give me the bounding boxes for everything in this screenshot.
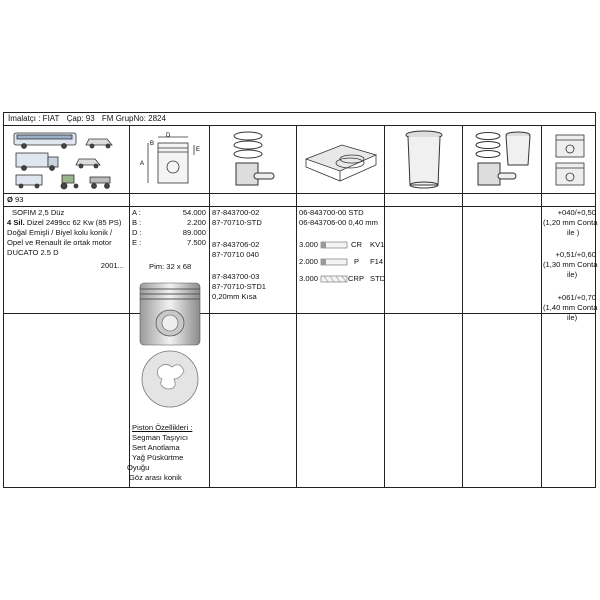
piston-code: 87-843700-03 bbox=[212, 272, 260, 281]
dimension-label: B : bbox=[132, 218, 142, 227]
vehicle-model: DUCATO 2.5 D bbox=[7, 248, 59, 257]
piston-code: 87-843700-02 bbox=[212, 208, 260, 217]
piston-feature-item: Oyuğu bbox=[127, 463, 150, 472]
piston-side-photo-icon bbox=[136, 279, 204, 349]
oversize-note: ile ) bbox=[567, 228, 580, 237]
diagram-label-a: A bbox=[140, 161, 145, 167]
ring-type: P bbox=[354, 257, 360, 266]
diagram-label-e: E bbox=[196, 147, 201, 153]
diagram-label-b: B bbox=[150, 141, 155, 147]
oversize-range: +061/+0,70 bbox=[557, 293, 596, 302]
oil-ring-icon bbox=[320, 275, 348, 283]
oversize-range: +040/+0,50 bbox=[557, 208, 596, 217]
bore-value: 93 bbox=[15, 195, 24, 204]
dimension-value: 89.000 bbox=[182, 228, 206, 237]
manufacturer-label: İmalatçı : FIAT bbox=[8, 114, 60, 123]
piston-code: 87-70710-STD1 bbox=[212, 282, 267, 291]
catalog-header bbox=[4, 113, 595, 126]
dimensions-list bbox=[132, 208, 206, 248]
dimension-value: 54.000 bbox=[182, 208, 206, 217]
model-year: 2001... bbox=[100, 261, 124, 270]
dimension-value: 2.200 bbox=[186, 218, 206, 227]
dimension-label: D : bbox=[132, 228, 142, 237]
compression-ring-icon bbox=[320, 241, 348, 249]
piston-crown-photo-icon bbox=[138, 349, 202, 411]
engine-aspiration: Doğal Emişli / Biyel kolu konik / bbox=[7, 228, 113, 237]
dimension-label: A : bbox=[132, 208, 141, 217]
piston-code: 87-843706-02 bbox=[212, 240, 260, 249]
ring-width: 2.000 bbox=[299, 257, 319, 266]
bore-symbol: Ø bbox=[7, 195, 13, 204]
dimension-row bbox=[132, 228, 206, 238]
oversize-note: ile) bbox=[567, 313, 578, 322]
engine-shared-note: Opel ve Renault ile ortak motor bbox=[7, 238, 112, 247]
ring-finish-code: STD bbox=[370, 274, 386, 283]
ring-code: 06-843706-00 0,40 mm bbox=[299, 218, 378, 227]
ring-width: 3.000 bbox=[299, 240, 319, 249]
piston-dimension-diagram-icon bbox=[136, 133, 206, 189]
oversize-note: (1,30 mm Conta bbox=[543, 260, 598, 269]
cylinder-liner-icon bbox=[402, 129, 446, 191]
bore-label: Çap: 93 bbox=[66, 114, 95, 123]
piston-feature-item: Sert Anotlama bbox=[132, 443, 180, 452]
piston-feature-item: Göz arası konik bbox=[129, 473, 182, 482]
ring-set-box-icon bbox=[302, 137, 380, 187]
piston-note: 0,20mm Kısa bbox=[212, 292, 257, 301]
piston-feature-item: Segman Taşıyıcı bbox=[132, 433, 188, 442]
pin-size: Pim: 32 x 68 bbox=[149, 262, 192, 271]
ring-width: 3.000 bbox=[299, 274, 319, 283]
oversize-range: +0,51/+0,60 bbox=[555, 250, 596, 259]
engine-detail: Dizel 2499cc 62 Kw (85 PS) bbox=[26, 218, 122, 227]
dimension-label: E : bbox=[132, 238, 142, 247]
engine-name: SOFIM 2,5 Düz bbox=[12, 208, 65, 217]
ring-finish-code: F14 bbox=[370, 257, 384, 266]
piston-feature-item: Yağ Püskürtme bbox=[132, 453, 184, 462]
ring-type: CR bbox=[351, 240, 362, 249]
dimension-row bbox=[132, 218, 206, 228]
dimension-value: 7.500 bbox=[186, 238, 206, 247]
oversize-note: ile) bbox=[567, 270, 578, 279]
bore-row bbox=[7, 195, 24, 205]
cylinder-count: 4 Sil. bbox=[7, 218, 25, 227]
group-label: FM GrupNo: 2824 bbox=[101, 114, 166, 123]
ring-finish-code: KV1 bbox=[370, 240, 385, 249]
piston-code: 87-70710-STD bbox=[212, 218, 262, 227]
ring-type: CRP bbox=[348, 274, 365, 283]
parts-catalog-sheet bbox=[3, 112, 596, 488]
ring-code: 06-843700-00 STD bbox=[299, 208, 364, 217]
dimension-row bbox=[132, 238, 206, 248]
oversize-note: (1,40 mm Conta bbox=[543, 303, 598, 312]
second-ring-icon bbox=[320, 258, 348, 266]
vehicle-types-icon bbox=[12, 129, 127, 191]
diagram-label-d: D bbox=[166, 133, 171, 139]
oversize-piston-icon bbox=[550, 131, 590, 191]
oversize-note: (1,20 mm Conta bbox=[543, 218, 598, 227]
dimension-row bbox=[132, 208, 206, 218]
engine-spec bbox=[7, 218, 121, 228]
piston-rings-icon bbox=[224, 129, 284, 191]
piston-features-title: Piston Özellikleri : bbox=[132, 423, 193, 432]
piston-code: 87-70710 040 bbox=[212, 250, 259, 259]
piston-kit-icon bbox=[470, 129, 538, 191]
